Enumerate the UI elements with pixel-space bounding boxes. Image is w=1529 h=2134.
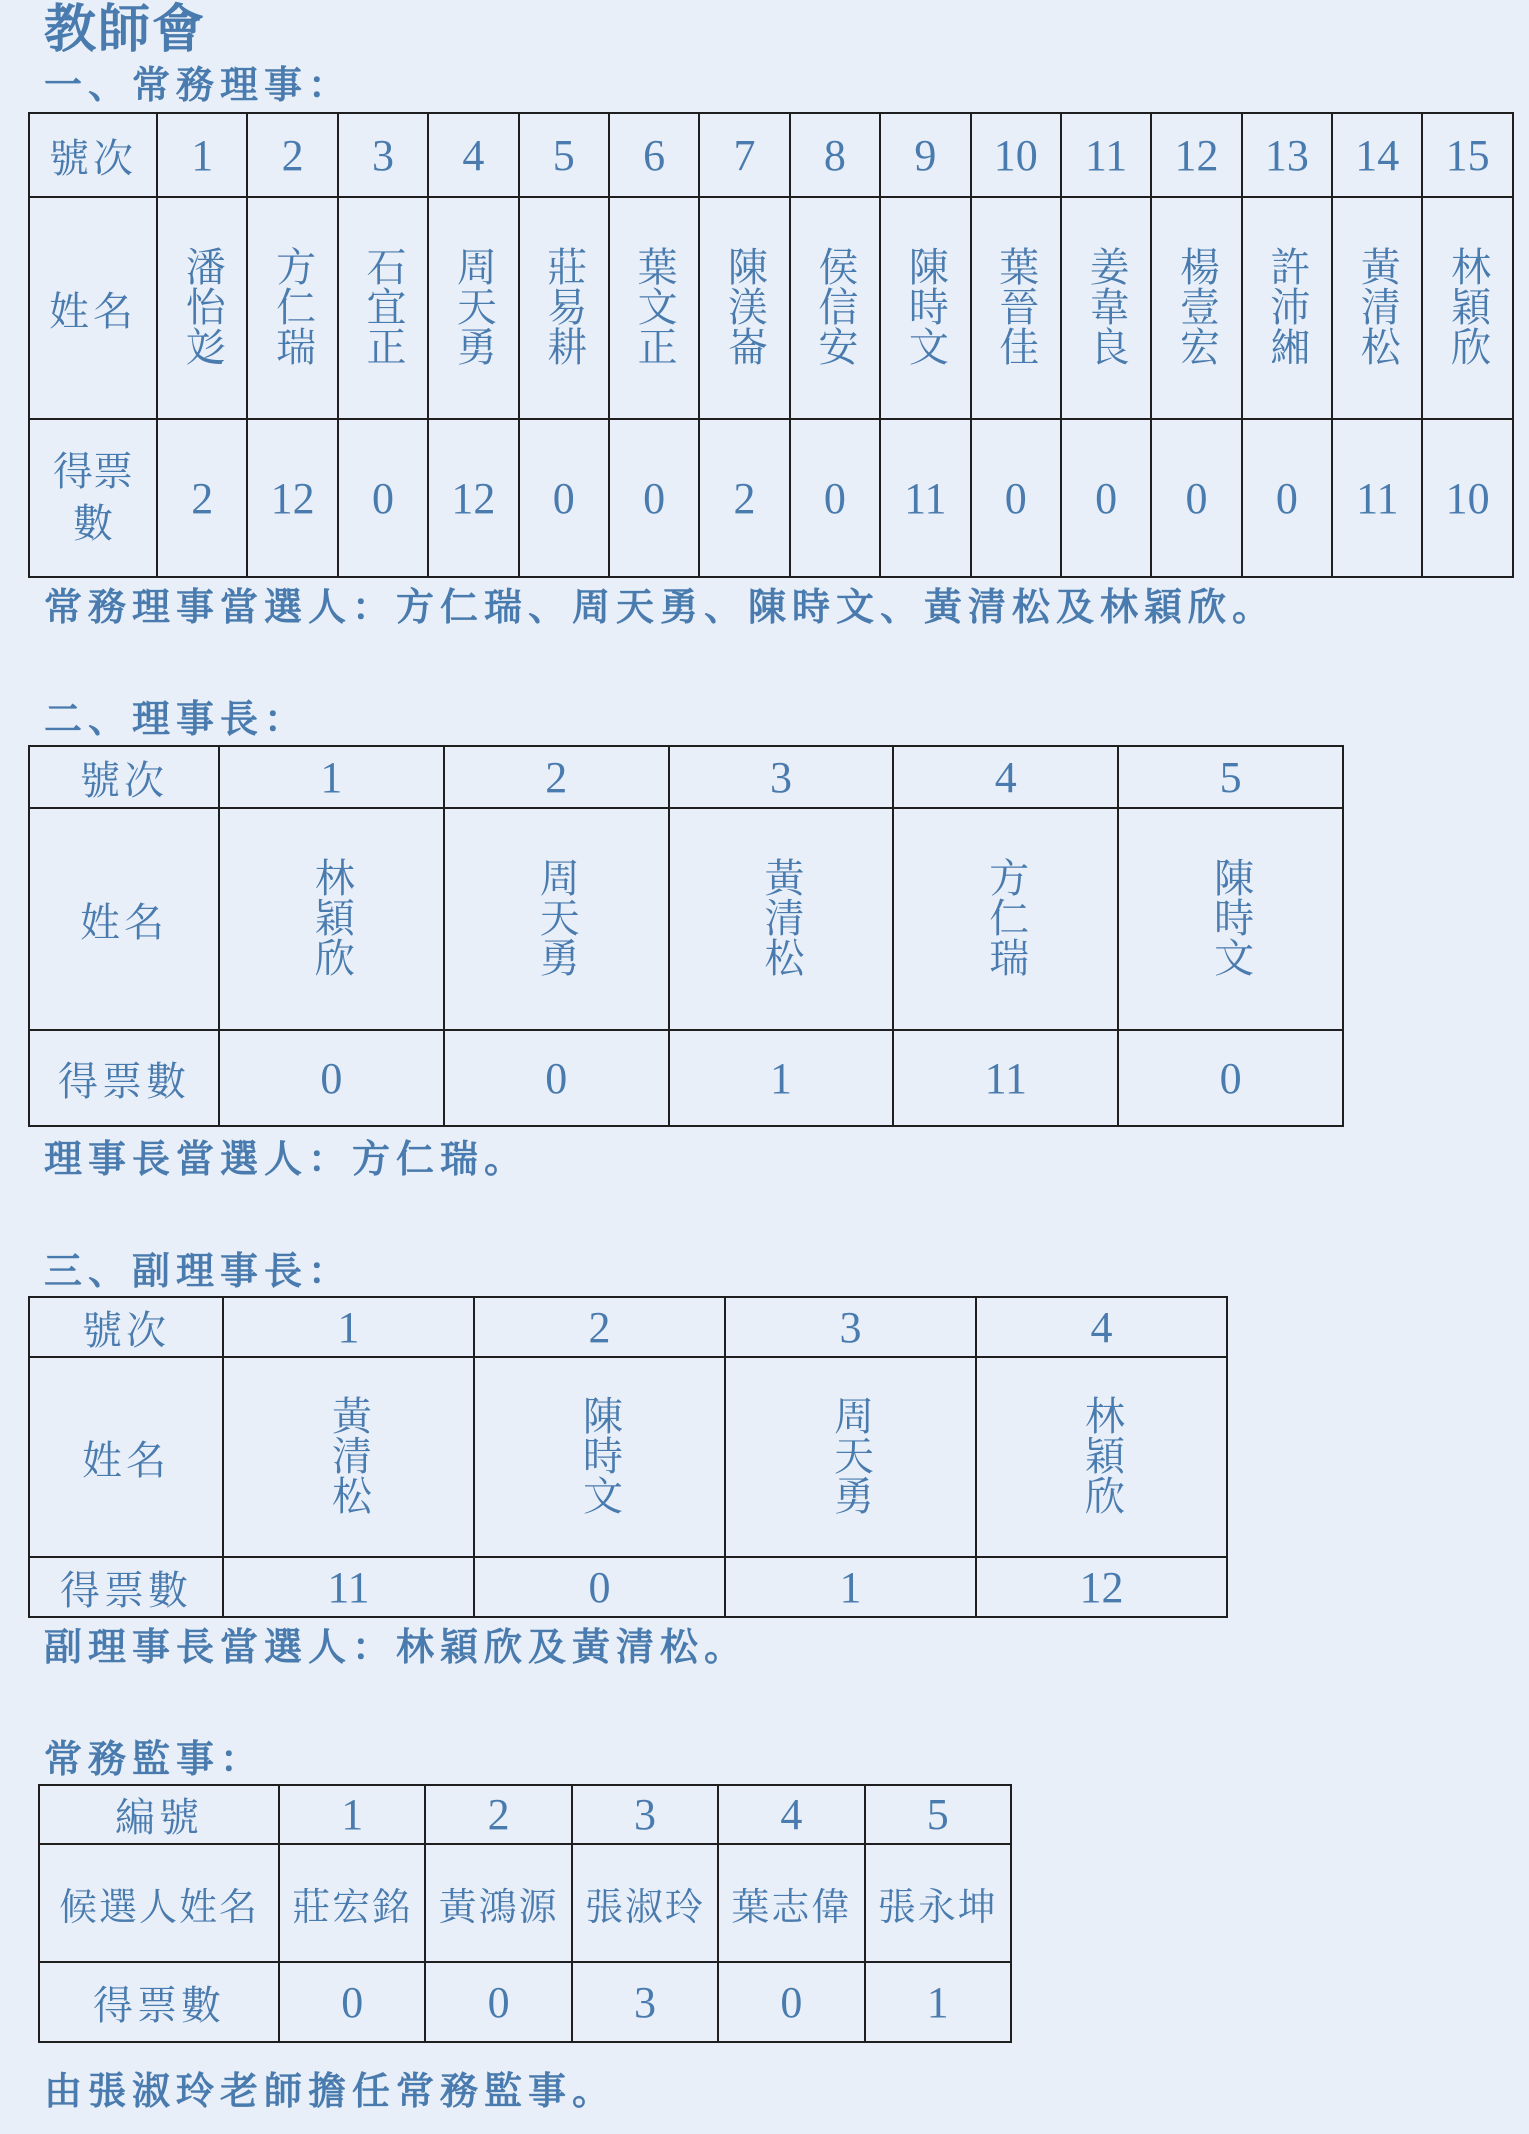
row-label-number: 編號 xyxy=(39,1785,279,1844)
president-table xyxy=(28,745,1344,1127)
candidate-votes-cell: 0 xyxy=(338,419,428,577)
candidate-number-cell: 7 xyxy=(699,113,789,197)
candidate-votes-cell: 0 xyxy=(519,419,609,577)
vice-president-result: 副理事長當選人：林穎欣及黃清松。 xyxy=(44,1624,749,1669)
candidate-name-cell xyxy=(790,197,880,419)
candidate-votes-cell: 1 xyxy=(725,1557,976,1617)
candidate-name: 黃清松 xyxy=(325,1395,372,1515)
candidate-name: 林穎欣 xyxy=(1078,1395,1125,1515)
candidate-votes-cell: 0 xyxy=(1061,419,1151,577)
candidate-name-cell xyxy=(669,808,894,1030)
row-label-number: 號次 xyxy=(29,113,157,197)
candidate-votes-cell: 0 xyxy=(971,419,1061,577)
candidate-name: 陳渼崙 xyxy=(721,246,768,366)
candidate-votes-cell: 11 xyxy=(223,1557,474,1617)
candidate-name: 黃清松 xyxy=(757,857,804,977)
candidate-number-cell: 2 xyxy=(444,746,669,808)
candidate-number-cell: 10 xyxy=(971,113,1061,197)
candidate-number-cell: 1 xyxy=(279,1785,425,1844)
candidate-name-cell xyxy=(699,197,789,419)
candidate-name-cell xyxy=(279,1844,425,1962)
number-row xyxy=(29,746,1343,808)
candidate-name: 張淑玲 xyxy=(584,1884,705,1929)
candidate-name-cell xyxy=(893,808,1118,1030)
candidate-votes-cell: 0 xyxy=(474,1557,725,1617)
candidate-name-cell xyxy=(219,808,444,1030)
candidate-name: 方仁瑞 xyxy=(269,246,316,366)
candidate-name-cell xyxy=(572,1844,718,1962)
candidate-votes-cell: 10 xyxy=(1422,419,1512,577)
candidate-votes-cell: 0 xyxy=(609,419,699,577)
candidate-name-cell xyxy=(428,197,518,419)
candidate-votes-cell: 0 xyxy=(444,1030,669,1126)
number-row xyxy=(39,1785,1011,1844)
candidate-votes-cell: 12 xyxy=(247,419,337,577)
candidate-votes-cell: 0 xyxy=(790,419,880,577)
candidate-number-cell: 5 xyxy=(519,113,609,197)
candidate-votes-cell: 0 xyxy=(718,1962,864,2042)
candidate-name-cell xyxy=(1332,197,1422,419)
candidate-name: 姜韋良 xyxy=(1083,246,1130,366)
candidate-votes-cell: 0 xyxy=(425,1962,571,2042)
candidate-votes-cell: 0 xyxy=(279,1962,425,2042)
candidate-number-cell: 3 xyxy=(572,1785,718,1844)
candidate-name-cell xyxy=(519,197,609,419)
candidate-name: 許沛緗 xyxy=(1263,246,1310,366)
row-label-name: 姓名 xyxy=(29,808,219,1030)
candidate-number-cell: 2 xyxy=(474,1297,725,1357)
candidate-name: 葉文正 xyxy=(631,246,678,366)
candidate-votes-cell: 3 xyxy=(572,1962,718,2042)
candidate-name: 石宜正 xyxy=(359,246,406,366)
standing-directors-table xyxy=(28,112,1514,578)
candidate-name: 周天勇 xyxy=(533,857,580,977)
candidate-number-cell: 11 xyxy=(1061,113,1151,197)
name-row xyxy=(29,808,1343,1030)
row-label-name: 姓名 xyxy=(29,1357,223,1557)
candidate-votes-cell: 1 xyxy=(865,1962,1011,2042)
candidate-name-cell xyxy=(976,1357,1227,1557)
votes-row xyxy=(39,1962,1011,2042)
candidate-number-cell: 6 xyxy=(609,113,699,197)
standing-supervisor-table xyxy=(38,1784,1012,2043)
number-row xyxy=(29,113,1513,197)
candidate-name-cell xyxy=(338,197,428,419)
candidate-name-cell xyxy=(1242,197,1332,419)
section-title-standing-directors: 一、常務理事： xyxy=(44,62,353,107)
candidate-number-cell: 2 xyxy=(247,113,337,197)
candidate-name-cell xyxy=(425,1844,571,1962)
row-label-votes: 得票數 xyxy=(29,1557,223,1617)
page-title: 教師會 xyxy=(44,0,207,60)
candidate-number-cell: 4 xyxy=(976,1297,1227,1357)
candidate-name: 楊壹宏 xyxy=(1173,246,1220,366)
votes-row xyxy=(29,1030,1343,1126)
candidate-votes-cell: 0 xyxy=(1151,419,1241,577)
row-label-votes: 得票數 xyxy=(39,1962,279,2042)
candidate-name: 黃鴻源 xyxy=(438,1884,559,1929)
candidate-name: 侯信安 xyxy=(811,246,858,366)
candidate-votes-cell: 12 xyxy=(976,1557,1227,1617)
candidate-number-cell: 12 xyxy=(1151,113,1241,197)
candidate-votes-cell: 1 xyxy=(669,1030,894,1126)
candidate-number-cell: 1 xyxy=(223,1297,474,1357)
candidate-name-cell xyxy=(444,808,669,1030)
candidate-number-cell: 8 xyxy=(790,113,880,197)
candidate-name: 葉晉佳 xyxy=(992,246,1039,366)
president-result: 理事長當選人：方仁瑞。 xyxy=(44,1136,529,1181)
candidate-number-cell: 13 xyxy=(1242,113,1332,197)
candidate-number-cell: 1 xyxy=(219,746,444,808)
section-title-president: 二、理事長： xyxy=(44,696,309,741)
number-row xyxy=(29,1297,1227,1357)
candidate-number-cell: 5 xyxy=(1118,746,1343,808)
candidate-number-cell: 3 xyxy=(338,113,428,197)
candidate-name: 周天勇 xyxy=(827,1395,874,1515)
candidate-name-cell xyxy=(157,197,247,419)
candidate-number-cell: 4 xyxy=(893,746,1118,808)
candidate-name: 潘怡彣 xyxy=(179,246,226,366)
candidate-number-cell: 2 xyxy=(425,1785,571,1844)
candidate-votes-cell: 0 xyxy=(1118,1030,1343,1126)
standing-directors-result: 常務理事當選人：方仁瑞、周天勇、陳時文、黃清松及林穎欣。 xyxy=(44,584,1277,629)
candidate-name-cell xyxy=(1118,808,1343,1030)
candidate-name-cell xyxy=(880,197,970,419)
candidate-name: 張永坤 xyxy=(877,1884,998,1929)
candidate-name: 陳時文 xyxy=(1207,857,1254,977)
name-row xyxy=(29,197,1513,419)
candidate-name-cell xyxy=(247,197,337,419)
candidate-number-cell: 14 xyxy=(1332,113,1422,197)
candidate-name: 林穎欣 xyxy=(308,857,355,977)
candidate-number-cell: 4 xyxy=(428,113,518,197)
section-title-vice-president: 三、副理事長： xyxy=(44,1248,353,1293)
row-label-name: 姓名 xyxy=(29,197,157,419)
candidate-number-cell: 4 xyxy=(718,1785,864,1844)
row-label-votes: 得票數 xyxy=(29,419,157,577)
candidate-name-cell xyxy=(1061,197,1151,419)
candidate-votes-cell: 11 xyxy=(880,419,970,577)
candidate-name-cell xyxy=(223,1357,474,1557)
candidate-number-cell: 5 xyxy=(865,1785,1011,1844)
candidate-number-cell: 3 xyxy=(669,746,894,808)
candidate-name-cell xyxy=(971,197,1061,419)
standing-supervisor-result: 由張淑玲老師擔任常務監事。 xyxy=(44,2068,617,2113)
candidate-name: 黃清松 xyxy=(1354,246,1401,366)
candidate-name: 莊宏銘 xyxy=(292,1884,413,1929)
candidate-name-cell xyxy=(725,1357,976,1557)
candidate-name-cell xyxy=(865,1844,1011,1962)
candidate-votes-cell: 11 xyxy=(893,1030,1118,1126)
candidate-name: 林穎欣 xyxy=(1444,246,1491,366)
candidate-name: 莊易耕 xyxy=(540,246,587,366)
votes-row xyxy=(29,419,1513,577)
candidate-name: 葉志偉 xyxy=(731,1884,852,1929)
candidate-number-cell: 3 xyxy=(725,1297,976,1357)
candidate-votes-cell: 11 xyxy=(1332,419,1422,577)
name-row xyxy=(29,1357,1227,1557)
row-label-votes: 得票數 xyxy=(29,1030,219,1126)
vice-president-table xyxy=(28,1296,1228,1618)
candidate-votes-cell: 0 xyxy=(1242,419,1332,577)
votes-row xyxy=(29,1557,1227,1617)
candidate-votes-cell: 2 xyxy=(699,419,789,577)
candidate-name-cell xyxy=(718,1844,864,1962)
candidate-name-cell xyxy=(1151,197,1241,419)
candidate-number-cell: 9 xyxy=(880,113,970,197)
candidate-name-cell xyxy=(474,1357,725,1557)
candidate-name: 陳時文 xyxy=(576,1395,623,1515)
row-label-name: 候選人姓名 xyxy=(39,1844,279,1962)
candidate-number-cell: 1 xyxy=(157,113,247,197)
candidate-name-cell xyxy=(609,197,699,419)
row-label-number: 號次 xyxy=(29,1297,223,1357)
candidate-votes-cell: 2 xyxy=(157,419,247,577)
candidate-votes-cell: 0 xyxy=(219,1030,444,1126)
row-label-number: 號次 xyxy=(29,746,219,808)
section-title-standing-supervisor: 常務監事： xyxy=(44,1736,265,1781)
name-row xyxy=(39,1844,1011,1962)
candidate-name: 周天勇 xyxy=(450,246,497,366)
candidate-name: 方仁瑞 xyxy=(982,857,1029,977)
candidate-name-cell xyxy=(1422,197,1512,419)
candidate-name: 陳時文 xyxy=(902,246,949,366)
candidate-number-cell: 15 xyxy=(1422,113,1512,197)
candidate-votes-cell: 12 xyxy=(428,419,518,577)
